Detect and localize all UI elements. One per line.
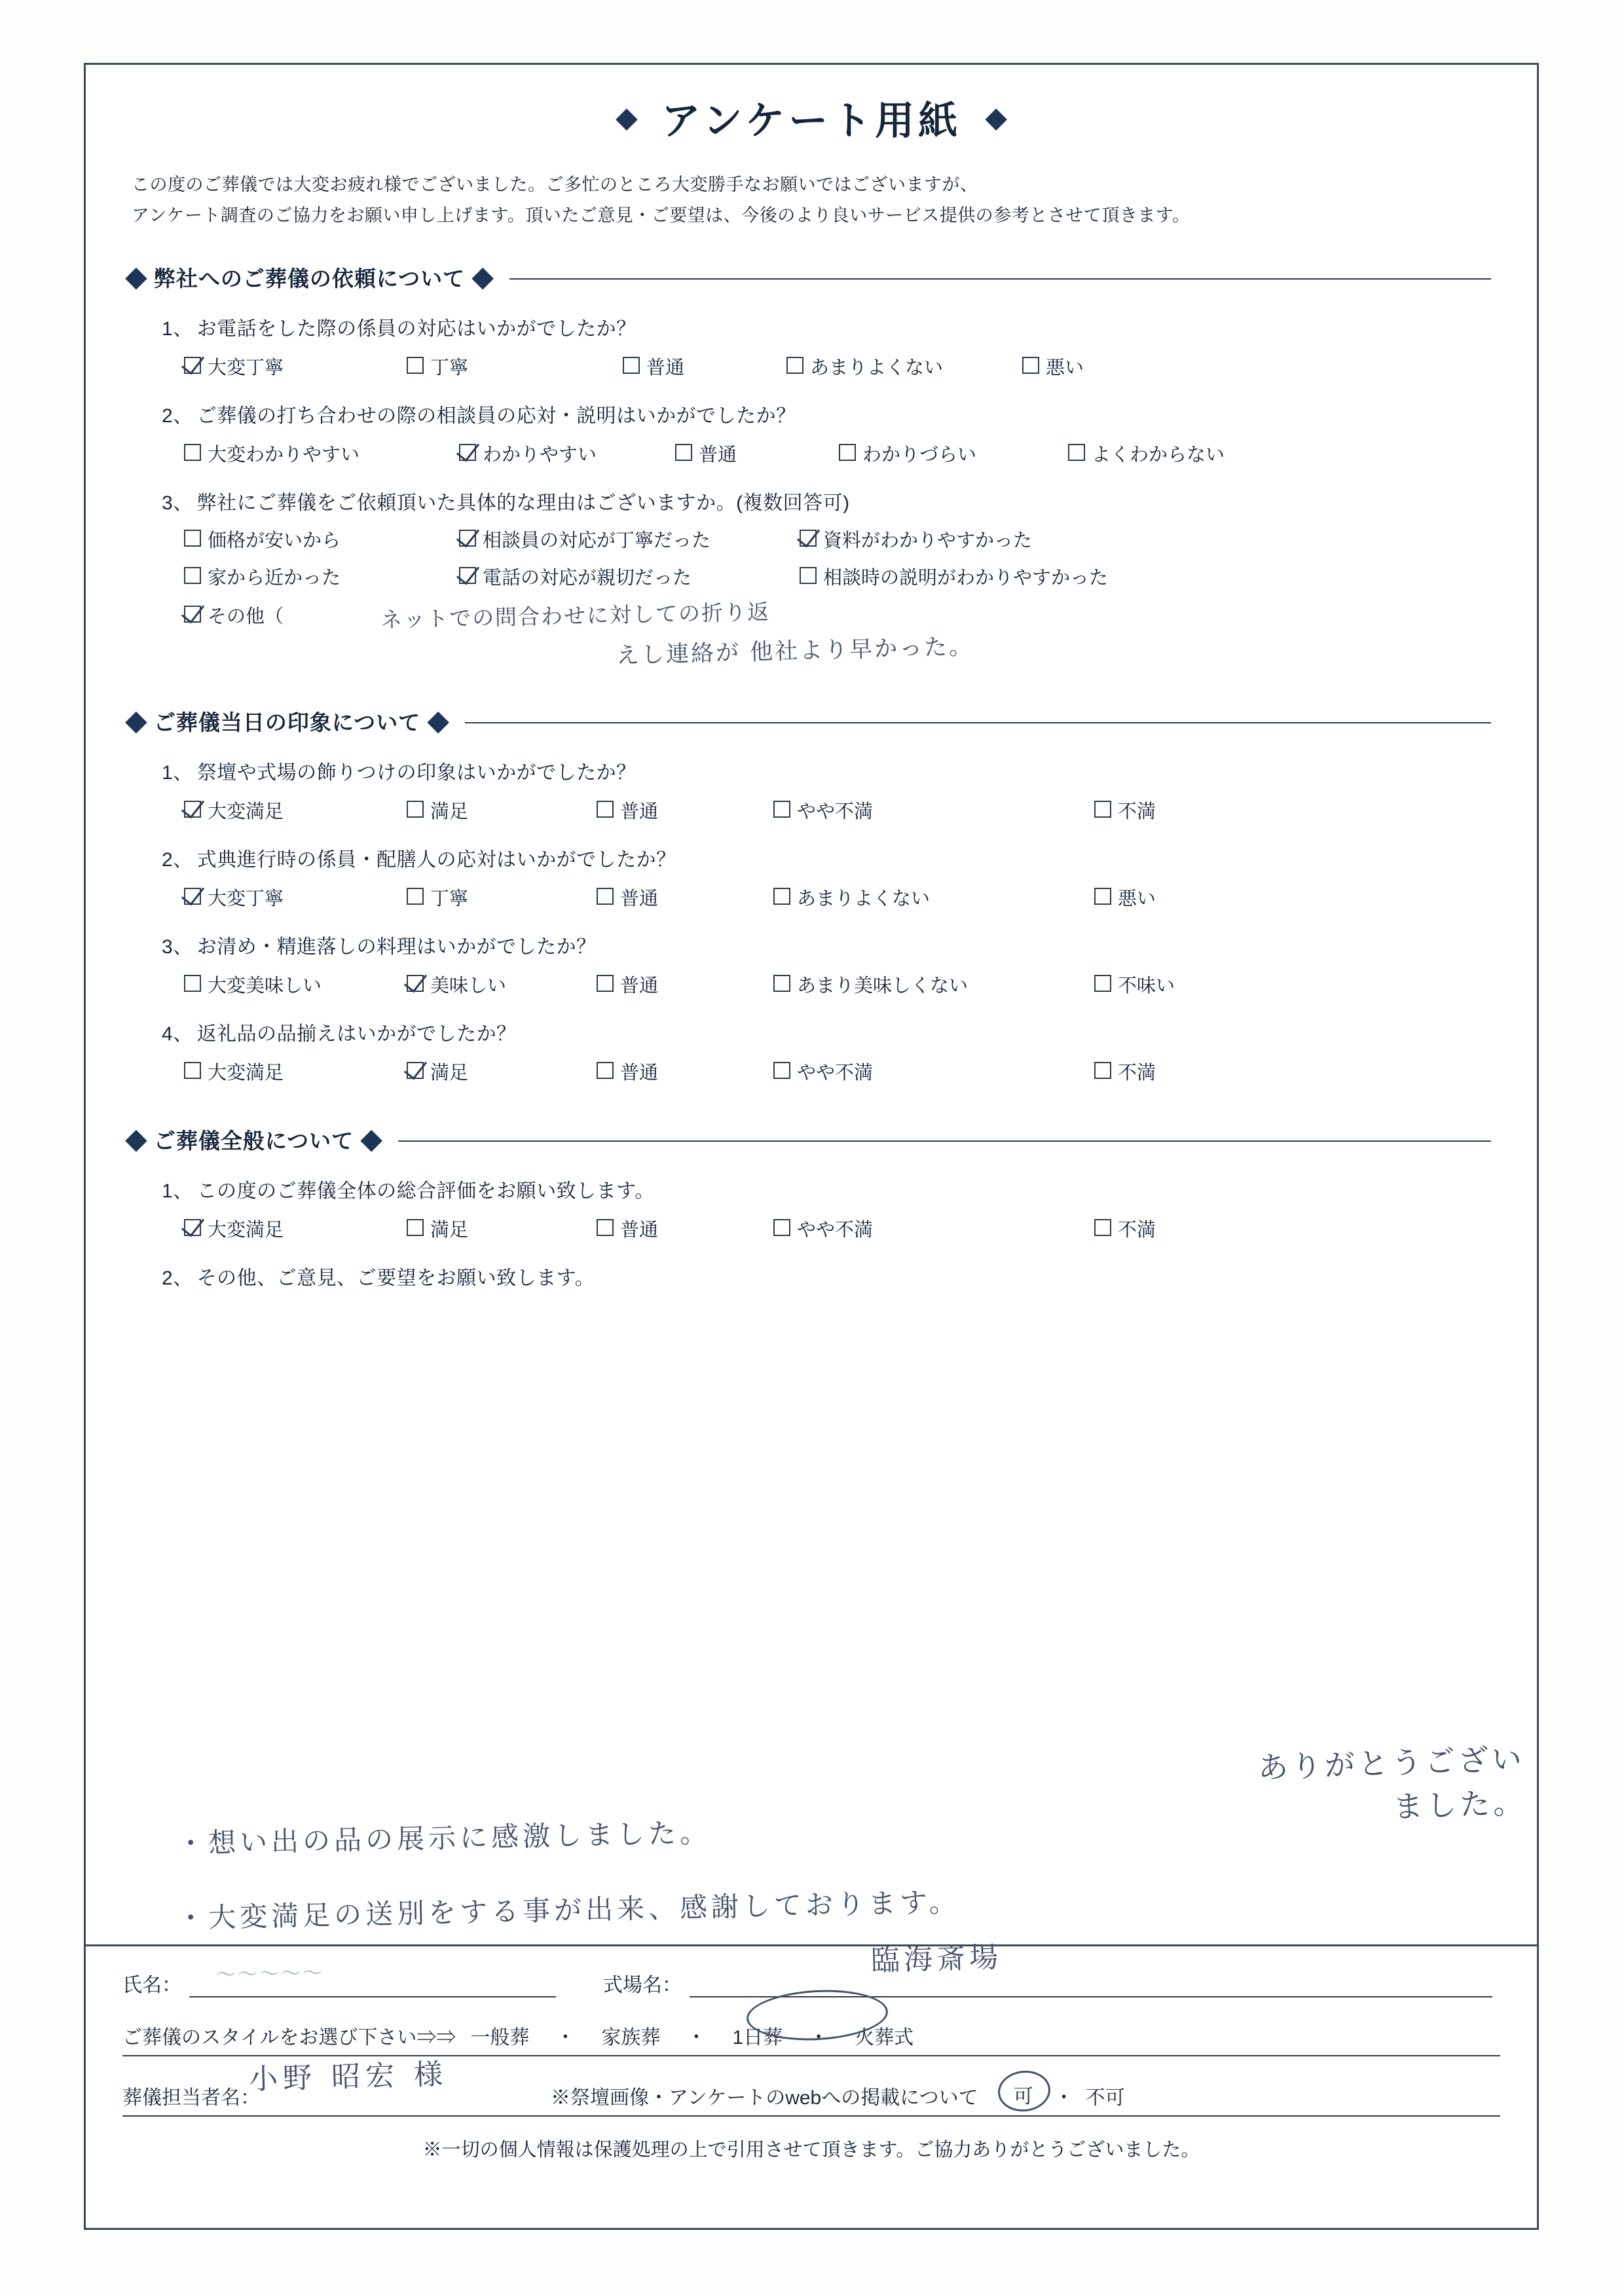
- checkbox[interactable]: [597, 888, 614, 905]
- handwritten-venue-name: 臨海斎場: [870, 1941, 1003, 1978]
- checkbox[interactable]: [184, 357, 201, 374]
- option-checkbox[interactable]: [800, 526, 1032, 553]
- question-2-4: [162, 1017, 1491, 1046]
- option-label: やや不満: [797, 1219, 874, 1241]
- checkbox[interactable]: [1022, 357, 1039, 374]
- option-label: あまりよくない: [810, 357, 944, 378]
- option-checkbox[interactable]: [184, 353, 407, 380]
- option-label: 相談員の対応が丁寧だった: [483, 530, 711, 551]
- separator: ・: [686, 2027, 707, 2049]
- question-number: 1、: [162, 1180, 193, 1202]
- question-2-1: [162, 756, 1491, 785]
- web-yes-option[interactable]: 可: [1005, 2079, 1043, 2110]
- style-label: ご葬儀のスタイルをお選び下さい⇒⇒: [122, 2027, 456, 2049]
- style-option-general[interactable]: 一般葬: [470, 2027, 530, 2049]
- handwritten-other-line-1: ネットでの問合わせに対しての折り返: [380, 598, 771, 632]
- checkbox[interactable]: [597, 975, 614, 992]
- checkbox[interactable]: [459, 444, 476, 461]
- checkbox[interactable]: [184, 975, 201, 992]
- checkbox[interactable]: [184, 1062, 201, 1079]
- handwritten-staff-name: 小野 昭宏 様: [248, 2058, 449, 2096]
- separator: ・: [809, 2027, 829, 2049]
- option-checkbox[interactable]: [459, 526, 800, 553]
- checkbox[interactable]: [786, 357, 803, 374]
- checkbox[interactable]: [800, 567, 817, 584]
- question-number: 2、: [162, 1267, 193, 1289]
- option-checkbox[interactable]: [407, 353, 623, 380]
- option-label: その他（: [208, 606, 284, 627]
- option-label: 満足: [430, 1062, 469, 1084]
- question-text: ご葬儀の打ち合わせの際の相談員の応対・説明はいかがでしたか？: [196, 405, 796, 427]
- question-1-2: [162, 399, 1491, 428]
- checkbox[interactable]: [184, 444, 201, 461]
- option-checkbox[interactable]: [597, 1058, 773, 1085]
- option-checkbox[interactable]: [184, 1058, 407, 1085]
- section-2-label: ご葬儀当日の印象について: [153, 710, 421, 735]
- diamond-icon-left: ◆: [615, 101, 638, 134]
- option-label: 不満: [1118, 1062, 1156, 1084]
- checkbox[interactable]: [773, 801, 790, 818]
- option-checkbox[interactable]: [184, 440, 459, 467]
- checkbox[interactable]: [184, 530, 201, 547]
- reasons-row-1: [184, 526, 1491, 553]
- option-checkbox[interactable]: [597, 1215, 773, 1242]
- question-number: 2、: [162, 405, 193, 427]
- option-label: 大変満足: [208, 801, 284, 822]
- diamond-icon-right: ◆: [985, 101, 1008, 134]
- checkbox[interactable]: [407, 1062, 424, 1079]
- checkbox[interactable]: [800, 530, 817, 547]
- question-number: 4、: [162, 1023, 193, 1045]
- question-text: 祭壇や式場の飾りつけの印象はいかがでしたか？: [196, 761, 637, 784]
- section-1-label: 弊社へのご葬儀の依頼について: [153, 266, 466, 291]
- page-title: [86, 90, 1537, 146]
- option-checkbox[interactable]: [773, 1058, 1094, 1085]
- checkbox[interactable]: [1094, 1219, 1111, 1236]
- option-label: 家から近かった: [208, 567, 341, 589]
- option-checkbox[interactable]: [184, 971, 407, 998]
- reasons-row-2: [184, 563, 1491, 590]
- option-label: 普通: [646, 357, 685, 378]
- option-label: 大変満足: [208, 1219, 284, 1241]
- checkbox[interactable]: [184, 1219, 201, 1236]
- option-checkbox[interactable]: [184, 526, 459, 553]
- option-label: 普通: [699, 444, 737, 465]
- option-label: よくわからない: [1092, 444, 1225, 465]
- privacy-note: ※一切の個人情報は保護処理の上で引用させて頂きます。ご協力ありがとうございました。: [422, 2140, 1200, 2160]
- option-label: 大変美味しい: [208, 975, 322, 996]
- option-checkbox[interactable]: [184, 563, 459, 590]
- question-1-1: [162, 312, 1491, 341]
- checkbox[interactable]: [1094, 888, 1111, 905]
- checkbox[interactable]: [839, 444, 856, 461]
- options-1-2: [184, 440, 1491, 467]
- question-3-1: [162, 1175, 1491, 1203]
- option-checkbox[interactable]: [1022, 353, 1084, 380]
- handwritten-thanks-line-1: ありがとうござい: [1257, 1740, 1526, 1786]
- checkbox[interactable]: [597, 801, 614, 818]
- option-label: 丁寧: [430, 357, 469, 378]
- option-label: 普通: [620, 1219, 659, 1241]
- checkbox[interactable]: [1094, 975, 1111, 992]
- checkbox[interactable]: [773, 888, 790, 905]
- section-heading-3: [125, 1124, 1491, 1155]
- section-rule: [509, 278, 1491, 280]
- option-checkbox[interactable]: [800, 563, 1108, 590]
- option-label: 不満: [1118, 801, 1156, 822]
- question-text: 弊社にご葬儀をご依頼頂いた具体的な理由はございますか。(複数回答可): [196, 492, 850, 514]
- diamond-icon: ◆: [125, 1123, 147, 1155]
- option-checkbox[interactable]: [773, 1215, 1094, 1242]
- intro-line-2: アンケート調査のご協力をお願い申し上げます。頂いたご意見・ご要望は、今後のより良いサービス提供の参考とさせて頂きます。: [132, 206, 1190, 226]
- option-checkbox[interactable]: [597, 884, 773, 911]
- option-label: 相談時の説明がわかりやすかった: [823, 567, 1109, 589]
- checkbox[interactable]: [459, 567, 476, 584]
- option-checkbox[interactable]: [184, 1215, 407, 1242]
- question-text: お電話をした際の係員の対応はいかがでしたか？: [196, 318, 637, 340]
- question-number: 1、: [162, 761, 193, 784]
- diamond-icon: ◆: [471, 261, 494, 293]
- option-label: 資料がわかりやすかった: [823, 530, 1033, 551]
- option-checkbox[interactable]: [786, 353, 1022, 380]
- option-checkbox[interactable]: [1094, 971, 1175, 998]
- separator: ・: [1054, 2087, 1074, 2109]
- option-checkbox[interactable]: [1094, 1215, 1156, 1242]
- option-checkbox[interactable]: [773, 797, 1094, 824]
- handwritten-name-redacted: ～～～～～: [215, 1961, 325, 1987]
- option-checkbox[interactable]: [407, 971, 597, 998]
- checkbox[interactable]: [184, 888, 201, 905]
- web-permission-label: ※祭壇画像・アンケートのwebへの掲載について: [551, 2087, 978, 2109]
- question-2-3: [162, 930, 1491, 959]
- checkbox[interactable]: [184, 801, 201, 818]
- section-rule: [398, 1140, 1491, 1142]
- checkbox[interactable]: [184, 606, 201, 623]
- option-label: 大変丁寧: [208, 888, 284, 909]
- other-reason-line[interactable]: [184, 598, 1491, 669]
- options-2-1: [184, 797, 1491, 824]
- separator: ・: [555, 2027, 576, 2049]
- checkbox[interactable]: [407, 1219, 424, 1236]
- diamond-icon: ◆: [360, 1123, 383, 1155]
- option-label: あまり美味しくない: [797, 975, 969, 996]
- option-label: 悪い: [1118, 888, 1156, 909]
- checkbox[interactable]: [407, 801, 424, 818]
- checkbox[interactable]: [597, 1062, 614, 1079]
- checkbox[interactable]: [184, 567, 201, 584]
- checkbox[interactable]: [773, 1062, 790, 1079]
- option-label: やや不満: [797, 1062, 874, 1084]
- style-option-cremation[interactable]: 火葬式: [855, 2027, 914, 2049]
- name-and-venue-row: [122, 1946, 1500, 1997]
- checkbox[interactable]: [407, 975, 424, 992]
- options-2-2: [184, 884, 1491, 911]
- option-checkbox[interactable]: [1094, 797, 1156, 824]
- question-text: 式典進行時の係員・配膳人の応対はいかがでしたか？: [196, 848, 676, 871]
- options-1-1: [184, 353, 1491, 380]
- title-text: アンケート用紙: [661, 99, 962, 143]
- option-checkbox[interactable]: [773, 971, 1094, 998]
- option-checkbox[interactable]: [1068, 440, 1225, 467]
- option-label: 普通: [620, 975, 659, 996]
- option-checkbox[interactable]: [597, 971, 773, 998]
- intro-paragraph: [132, 170, 1491, 232]
- option-checkbox[interactable]: [1094, 1058, 1156, 1085]
- diamond-icon: ◆: [427, 704, 450, 737]
- option-checkbox[interactable]: [407, 1058, 597, 1085]
- option-label: 悪い: [1046, 357, 1084, 378]
- checkbox[interactable]: [407, 888, 424, 905]
- question-2-2: [162, 843, 1491, 872]
- intro-line-1: この度のご葬儀では大変お疲れ様でございました。ご多忙のところ大変勝手なお願いではございますが、: [132, 175, 978, 194]
- option-label: 普通: [620, 888, 659, 909]
- option-checkbox[interactable]: [407, 797, 597, 824]
- question-text: この度のご葬儀全体の総合評価をお願い致します。: [196, 1180, 655, 1202]
- option-label: 不満: [1118, 1219, 1156, 1241]
- question-text: お清め・精進落しの料理はいかがでしたか？: [196, 936, 597, 958]
- option-checkbox[interactable]: [773, 884, 1094, 911]
- option-label: わかりやすい: [483, 444, 597, 465]
- option-label: あまりよくない: [797, 888, 931, 909]
- option-label: 電話の対応が親切だった: [483, 567, 692, 589]
- option-label: 普通: [620, 801, 659, 822]
- option-checkbox[interactable]: [459, 563, 800, 590]
- option-label: 大変満足: [208, 1062, 284, 1084]
- option-label: 丁寧: [430, 888, 469, 909]
- style-option-family[interactable]: 家族葬: [601, 2027, 661, 2049]
- checkbox[interactable]: [1094, 801, 1111, 818]
- option-label: 大変丁寧: [208, 357, 284, 378]
- name-label: 氏名：: [122, 1975, 181, 1996]
- question-number: 3、: [162, 492, 193, 514]
- option-checkbox[interactable]: [459, 440, 675, 467]
- option-checkbox[interactable]: [675, 440, 839, 467]
- handwritten-comment-2: ・大変満足の送別をする事が出来、感謝しております。: [176, 1886, 961, 1935]
- option-label: 美味しい: [430, 975, 507, 996]
- handwritten-thanks-line-2: ました。: [1392, 1784, 1527, 1825]
- question-number: 2、: [162, 848, 193, 871]
- options-2-3: [184, 971, 1491, 998]
- web-no-option[interactable]: 不可: [1085, 2087, 1125, 2109]
- question-text: 返礼品の品揃えはいかがでしたか？: [196, 1023, 517, 1045]
- question-3-2: [162, 1262, 1491, 1290]
- options-2-4: [184, 1058, 1491, 1085]
- option-label: 価格が安いから: [208, 530, 341, 551]
- checkbox[interactable]: [1094, 1062, 1111, 1079]
- options-3-1: [184, 1215, 1491, 1242]
- checkbox[interactable]: [459, 530, 476, 547]
- venue-label: 式場名：: [603, 1975, 682, 1996]
- diamond-icon: ◆: [125, 704, 147, 737]
- option-label: 不味い: [1118, 975, 1175, 996]
- diamond-icon: ◆: [125, 261, 147, 293]
- option-label: 普通: [620, 1062, 659, 1084]
- option-label: 満足: [430, 801, 469, 822]
- section-heading-1: [125, 262, 1491, 293]
- checkbox[interactable]: [597, 1219, 614, 1236]
- question-number: 1、: [162, 318, 193, 340]
- option-checkbox[interactable]: [407, 884, 597, 911]
- option-checkbox[interactable]: [184, 797, 407, 824]
- checkbox[interactable]: [675, 444, 692, 461]
- handwritten-comment-1: ・想い出の品の展示に感激しました。: [176, 1816, 712, 1860]
- section-heading-2: [125, 706, 1491, 737]
- option-checkbox[interactable]: [1094, 884, 1156, 911]
- option-checkbox[interactable]: [597, 797, 773, 824]
- checkbox[interactable]: [1068, 444, 1085, 461]
- option-checkbox[interactable]: [407, 1215, 597, 1242]
- style-option-oneday[interactable]: 1日葬: [732, 2027, 783, 2049]
- question-number: 3、: [162, 936, 193, 958]
- handwritten-other-line-2: えし連絡が 他社より早かった。: [616, 633, 974, 669]
- option-checkbox[interactable]: [839, 440, 1068, 467]
- option-checkbox[interactable]: [623, 353, 786, 380]
- option-checkbox[interactable]: [184, 884, 407, 911]
- option-label: わかりづらい: [862, 444, 977, 465]
- section-3-label: ご葬儀全般について: [153, 1128, 354, 1153]
- staff-label: 葬儀担当者名：: [122, 2087, 260, 2109]
- option-checkbox-other[interactable]: [184, 602, 284, 629]
- checkbox[interactable]: [407, 357, 424, 374]
- option-label: 大変わかりやすい: [208, 444, 360, 465]
- checkbox[interactable]: [773, 975, 790, 992]
- section-rule: [465, 722, 1491, 723]
- option-label: やや不満: [797, 801, 874, 822]
- checkbox[interactable]: [623, 357, 640, 374]
- question-1-3: [162, 486, 1491, 515]
- option-label: 満足: [430, 1219, 469, 1241]
- handwritten-thanks: [1257, 1737, 1527, 1834]
- question-text: その他、ご意見、ご要望をお願い致します。: [196, 1267, 595, 1289]
- checkbox[interactable]: [773, 1219, 790, 1236]
